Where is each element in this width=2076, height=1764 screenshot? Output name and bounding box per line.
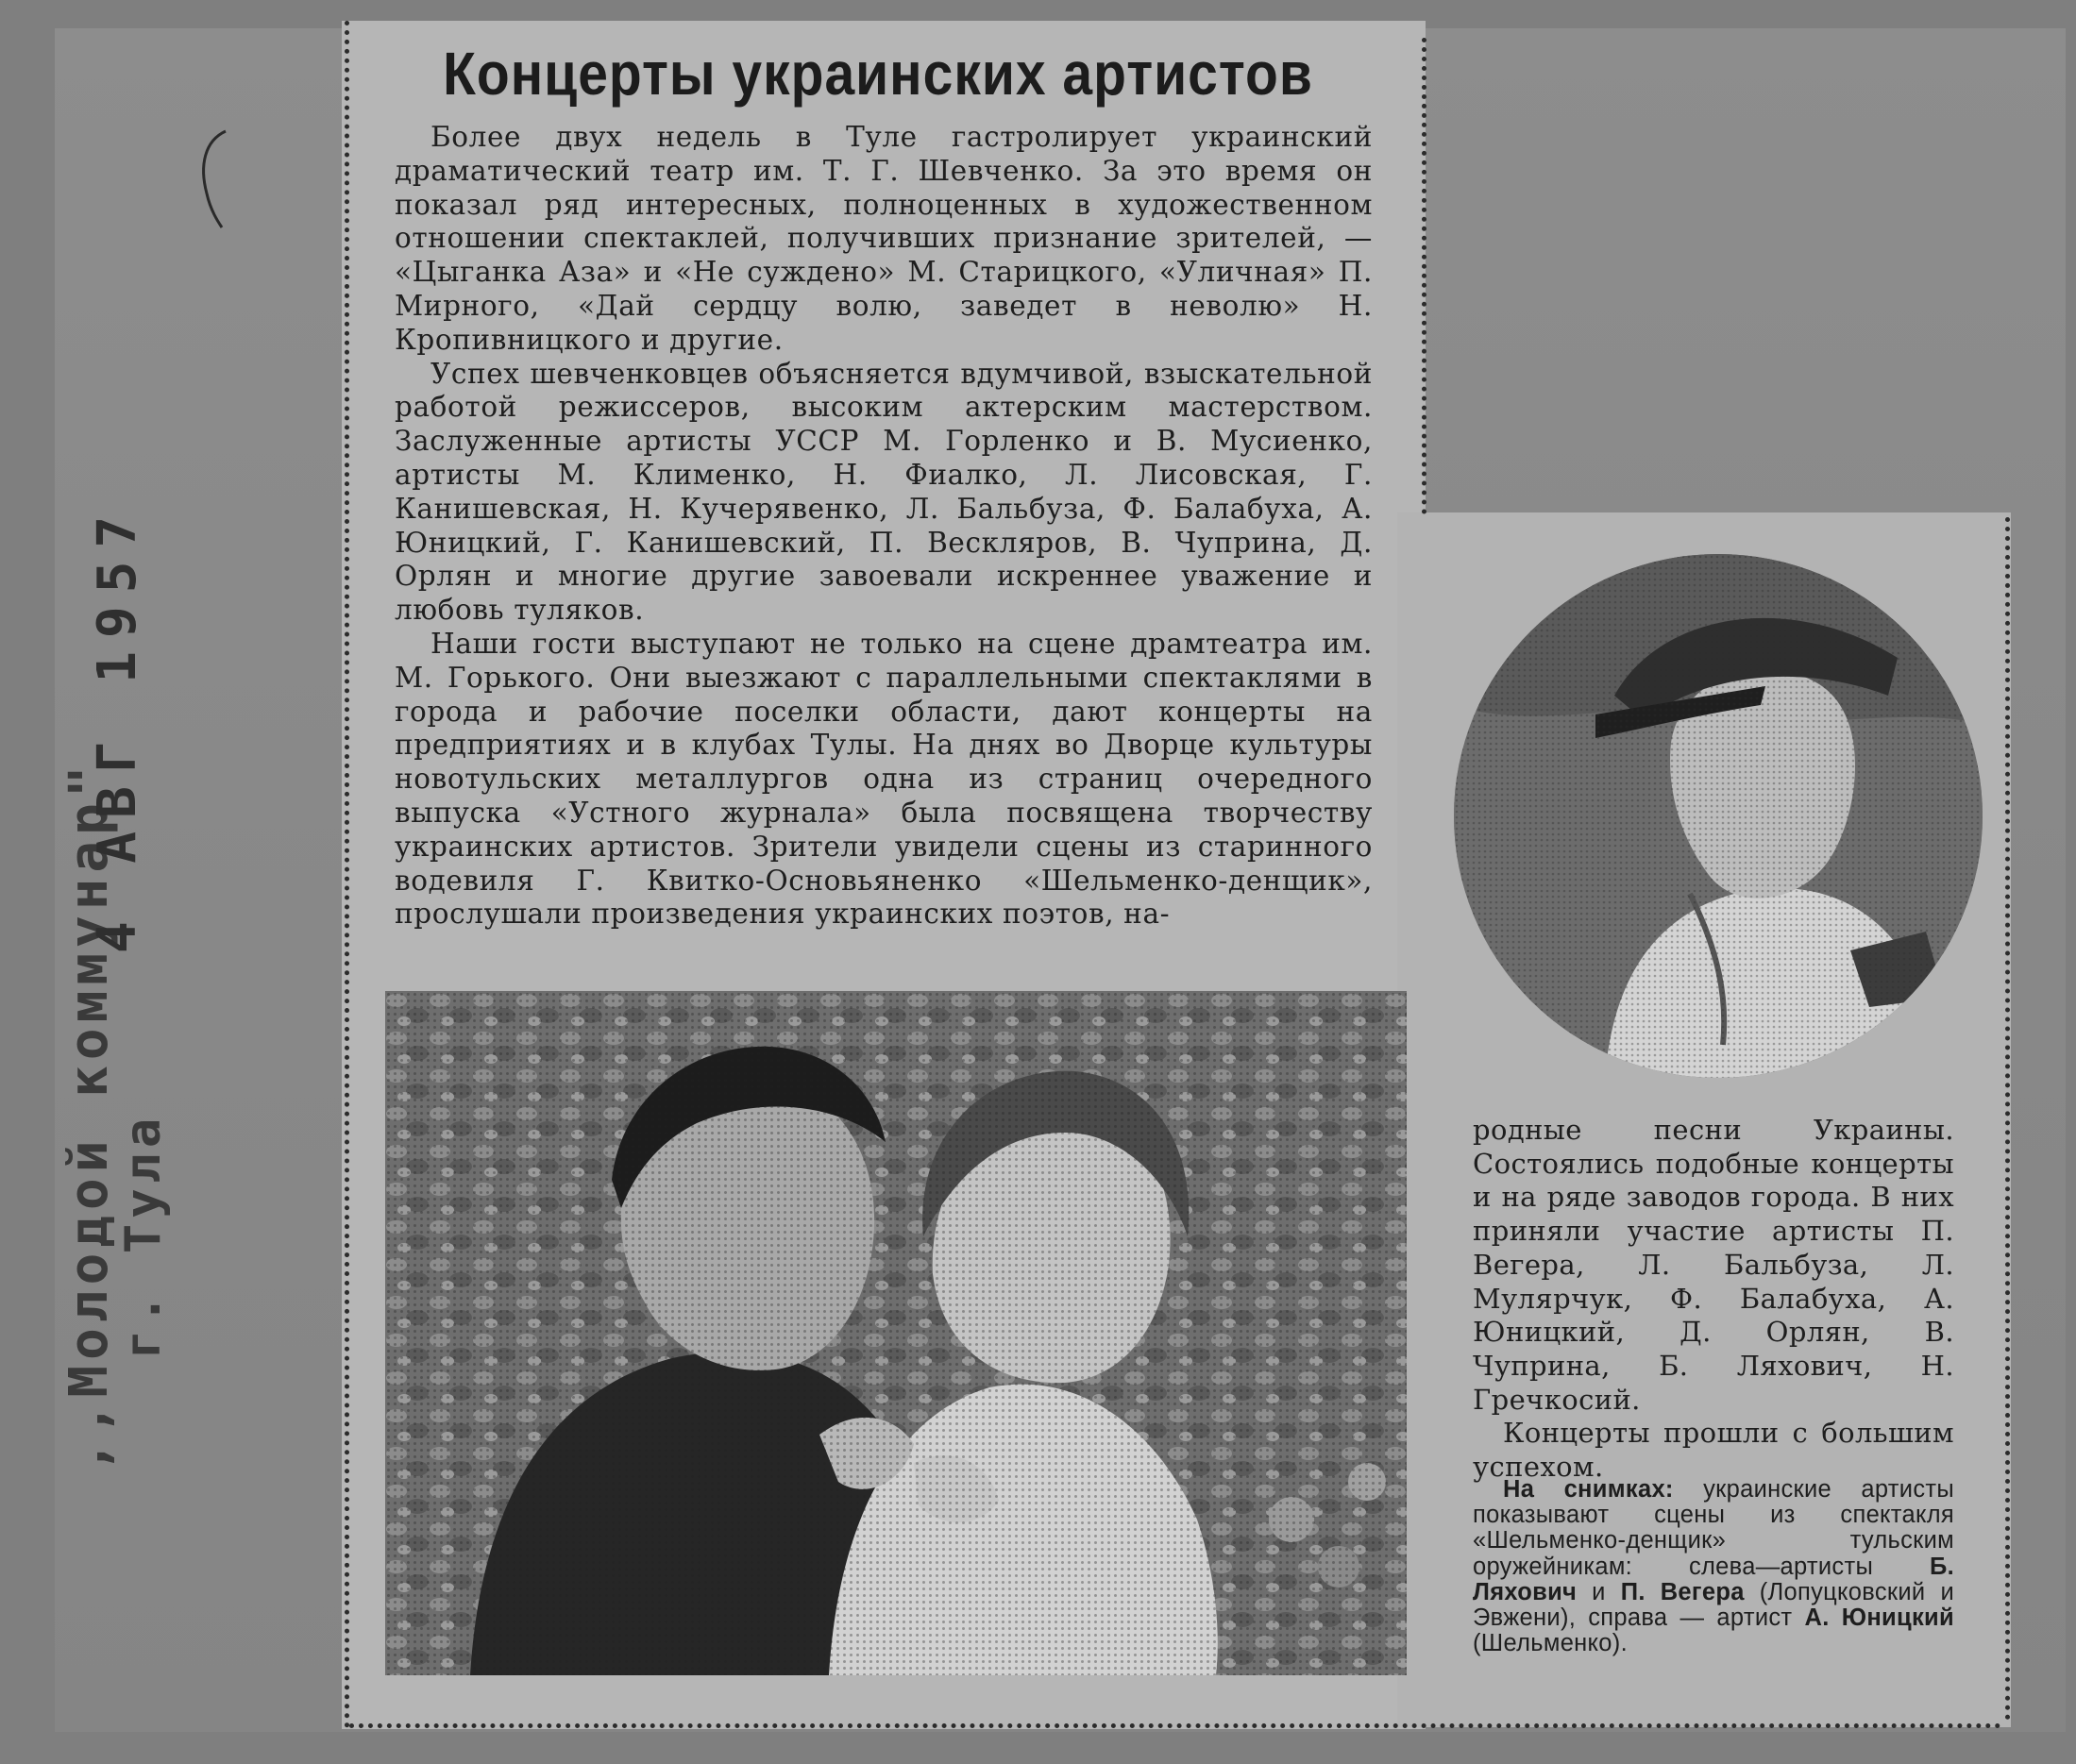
stamp-newspaper-name: ,,Молодой коммунар" <box>59 760 120 1472</box>
caption-lead: На снимках: <box>1503 1476 1674 1503</box>
stage-photo <box>385 991 1407 1675</box>
article-paragraph-3: Наши гости выступают не только на сцене драмтеатра им. М. Горького. Они выезжают с параллельными спектаклями в города и рабочие поселки области, дают концерты на предприятиях и в клубах Тулы. На днях во Дворце культуры новотульских металлургов одна из страниц очередного выпуска «Устного журнала» была посвящена творчеству украинских артистов. Зрители увидели сцены из старинного водевиля Г. Квитко-Основьяненко «Шельменко-денщик», прослушали произведения украинских поэтов, на- <box>395 627 1373 931</box>
caption-name-3: А. Юницкий <box>1804 1604 1954 1632</box>
caption-text-2: и <box>1577 1578 1621 1605</box>
stamp-city: г. Тула <box>114 1112 172 1359</box>
stamp-date: 4 АВГ 1957 <box>87 502 148 953</box>
headline: Концерты украинских артистов <box>443 41 1313 109</box>
cut-line-left <box>345 21 349 1729</box>
caption-text-4: (Шельменко). <box>1473 1630 1628 1657</box>
article-body <box>395 121 1373 932</box>
cut-line-right <box>2005 517 2010 1721</box>
article-continuation <box>1473 1114 1954 1485</box>
caption-text-3: (Лопуцковский и Эвжени), справа — артист <box>1473 1578 1954 1632</box>
caption-name-1: Б. Ляхович <box>1473 1553 1954 1605</box>
article-paragraph-1: Более двух недель в Туле гастролирует украинский драматический театр им. Т. Г. Шевченко. За это время он показал ряд интересных, полноценных в художественном отношении спектаклей, получивших признание зрителей, — «Цыганка Аза» и «Не суждено» М. Старицкого, «Уличная» П. Мирного, «Дай сердцу волю, заведет в неволю» Н. Кропивницкого и другие. <box>395 121 1373 356</box>
portrait-photo-circle <box>1454 554 1983 1078</box>
pencil-mark <box>194 127 231 231</box>
continuation-paragraph-1: родные песни Украины. Состоялись подобные концерты и на ряде заводов города. В них приняли участие артисты П. Вегера, Л. Бальбуза, Л. Мулярчук, Ф. Балабуха, А. Юницкий, Д. Орлян, В. Чуприна, Б. Ляхович, Н. Гречкосий. <box>1473 1114 1954 1416</box>
caption-text-1: украинские артисты показывают сцены из спектакля «Шельменко-денщик» тульским оружейникам: слева—артисты <box>1473 1476 1954 1580</box>
photo-caption <box>1473 1477 1954 1656</box>
continuation-paragraph-2: Концерты прошли с большим успехом. <box>1473 1417 1954 1484</box>
cut-line-upper-right <box>1422 38 1426 514</box>
article-paragraph-2: Успех шевченковцев объясняется вдумчивой, взыскательной работой режиссеров, высоким актерским мастерством. Заслуженные артисты УССР М. Горленко и В. Мусиенко, артисты М. Клименко, Н. Фиалко, Л. Лисовская, Г. Канишевская, Н. Кучерявенко, Л. Бальбуза, Ф. Балабуха, А. Юницкий, Г. Канишевский, П. Весклярoв, В. Чуприна, Д. Орлян и многие другие завоевали искреннее уважение и любовь туляков. <box>395 357 1373 627</box>
caption-name-2: П. Вегера <box>1620 1578 1745 1605</box>
cut-line-bottom <box>349 1723 2001 1728</box>
